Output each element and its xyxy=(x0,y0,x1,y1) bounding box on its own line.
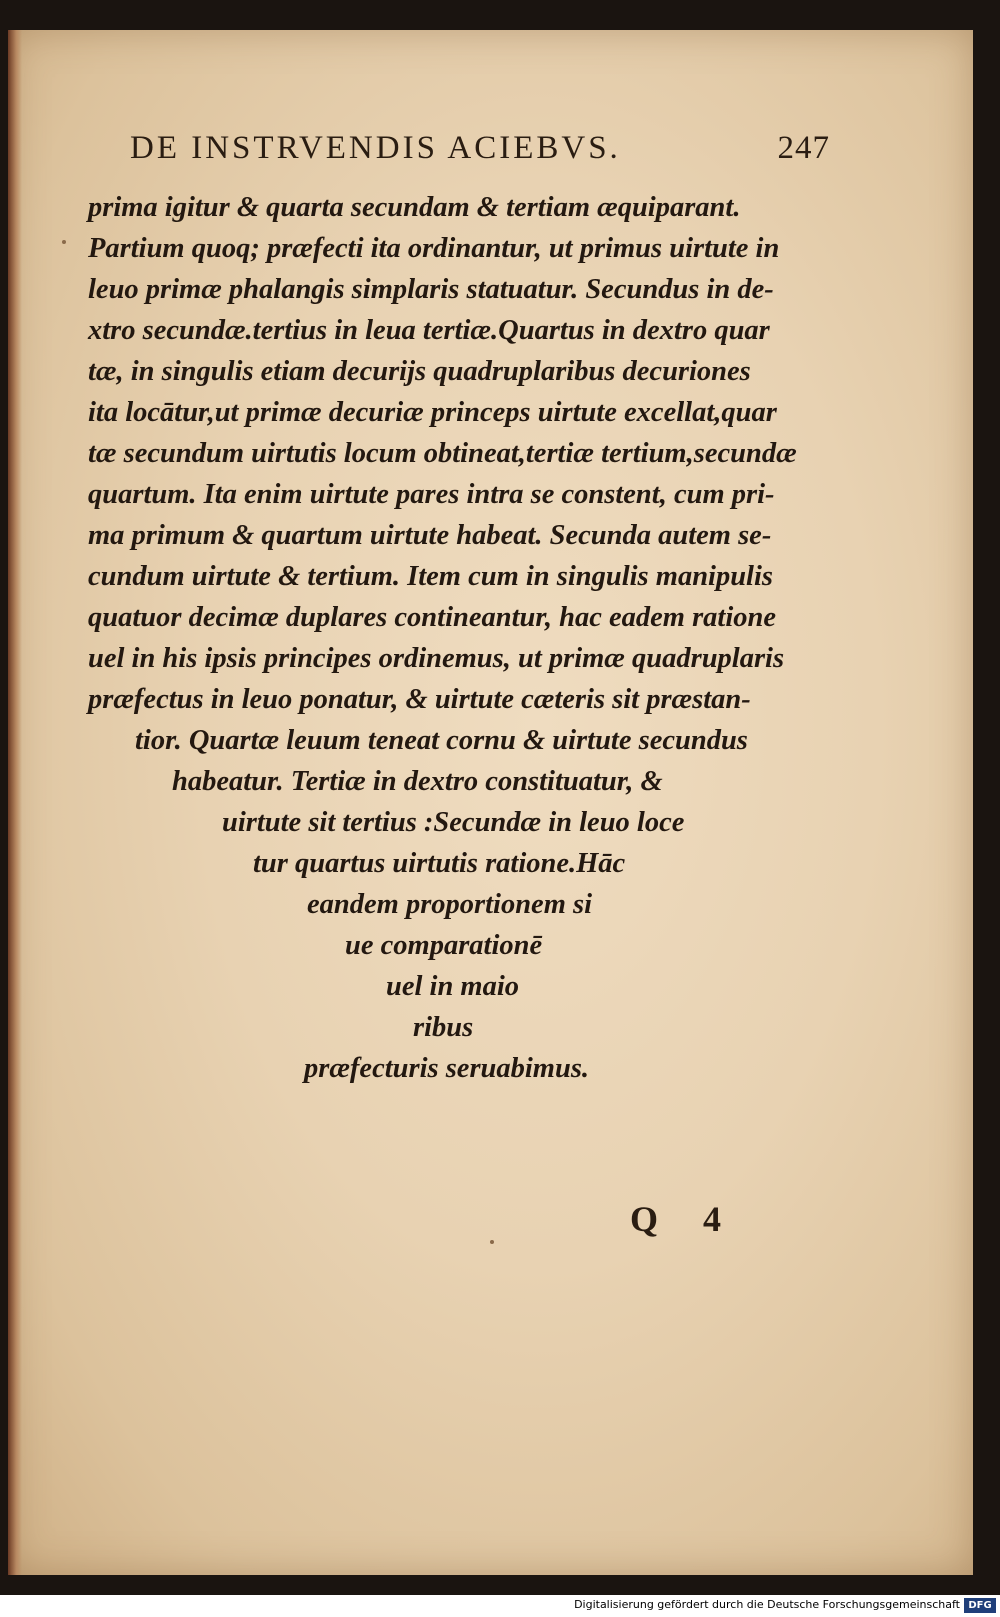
text-line: xtro secundæ.tertius in leua tertiæ.Quartus in dextro quar xyxy=(88,315,770,346)
text-line: tur quartus uirtutis ratione.Hāc xyxy=(253,848,626,879)
text-line: tior. Quartæ leuum teneat cornu & uirtute secundus xyxy=(135,725,748,756)
text-line: cundum uirtute & tertium. Item cum in singulis manipulis xyxy=(88,561,773,592)
text-line: uirtute sit tertius :Secundæ in leuo loce xyxy=(222,807,685,838)
text-line: præfecturis seruabimus. xyxy=(304,1053,590,1084)
digitization-footer xyxy=(0,1595,1000,1617)
page-binding-edge xyxy=(8,30,22,1575)
text-line: præfectus in leuo ponatur, & uirtute cæteris sit præstan- xyxy=(88,684,751,715)
text-line: quatuor decimæ duplares contineantur, hac eadem ratione xyxy=(88,602,777,633)
text-line: uel in his ipsis principes ordinemus, ut primæ quadruplaris xyxy=(88,643,785,674)
digitization-note: Digitalisierung gefördert durch die Deutsche Forschungsgemeinschaft xyxy=(574,1598,960,1611)
text-line: Partium quoq; præfecti ita ordinantur, ut primus uirtute in xyxy=(88,233,780,264)
text-line: ue comparationē xyxy=(345,930,543,961)
ink-speck xyxy=(62,240,66,244)
signature-mark: Q 4 xyxy=(630,1199,740,1239)
text-line: ita locātur,ut primæ decuriæ princeps uirtute excellat,quar xyxy=(88,397,777,428)
page-number: 247 xyxy=(777,130,830,166)
text-line: leuo primæ phalangis simplaris statuatur. Secundus in de- xyxy=(88,274,774,305)
ink-speck xyxy=(490,1240,494,1244)
running-header-title: DE INSTRVENDIS ACIEBVS. xyxy=(130,130,621,166)
text-line: tæ, in singulis etiam decurijs quadruplaribus decuriones xyxy=(88,356,751,387)
text-line: tæ secundum uirtutis locum obtineat,tertiæ tertium,secundæ xyxy=(88,438,797,469)
dfg-logo-icon: DFG xyxy=(964,1598,996,1613)
text-line: uel in maio xyxy=(386,971,520,1002)
text-line: habeatur. Tertiæ in dextro constituatur, & xyxy=(172,766,663,797)
text-line: ma primum & quartum uirtute habeat. Secunda autem se- xyxy=(88,520,772,551)
text-line: ribus xyxy=(413,1012,474,1043)
text-line: prima igitur & quarta secundam & tertiam æquiparant. xyxy=(88,192,741,223)
text-line: quartum. Ita enim uirtute pares intra se constent, cum pri- xyxy=(88,479,775,510)
running-header xyxy=(130,130,830,180)
text-line: eandem proportionem si xyxy=(307,889,593,920)
